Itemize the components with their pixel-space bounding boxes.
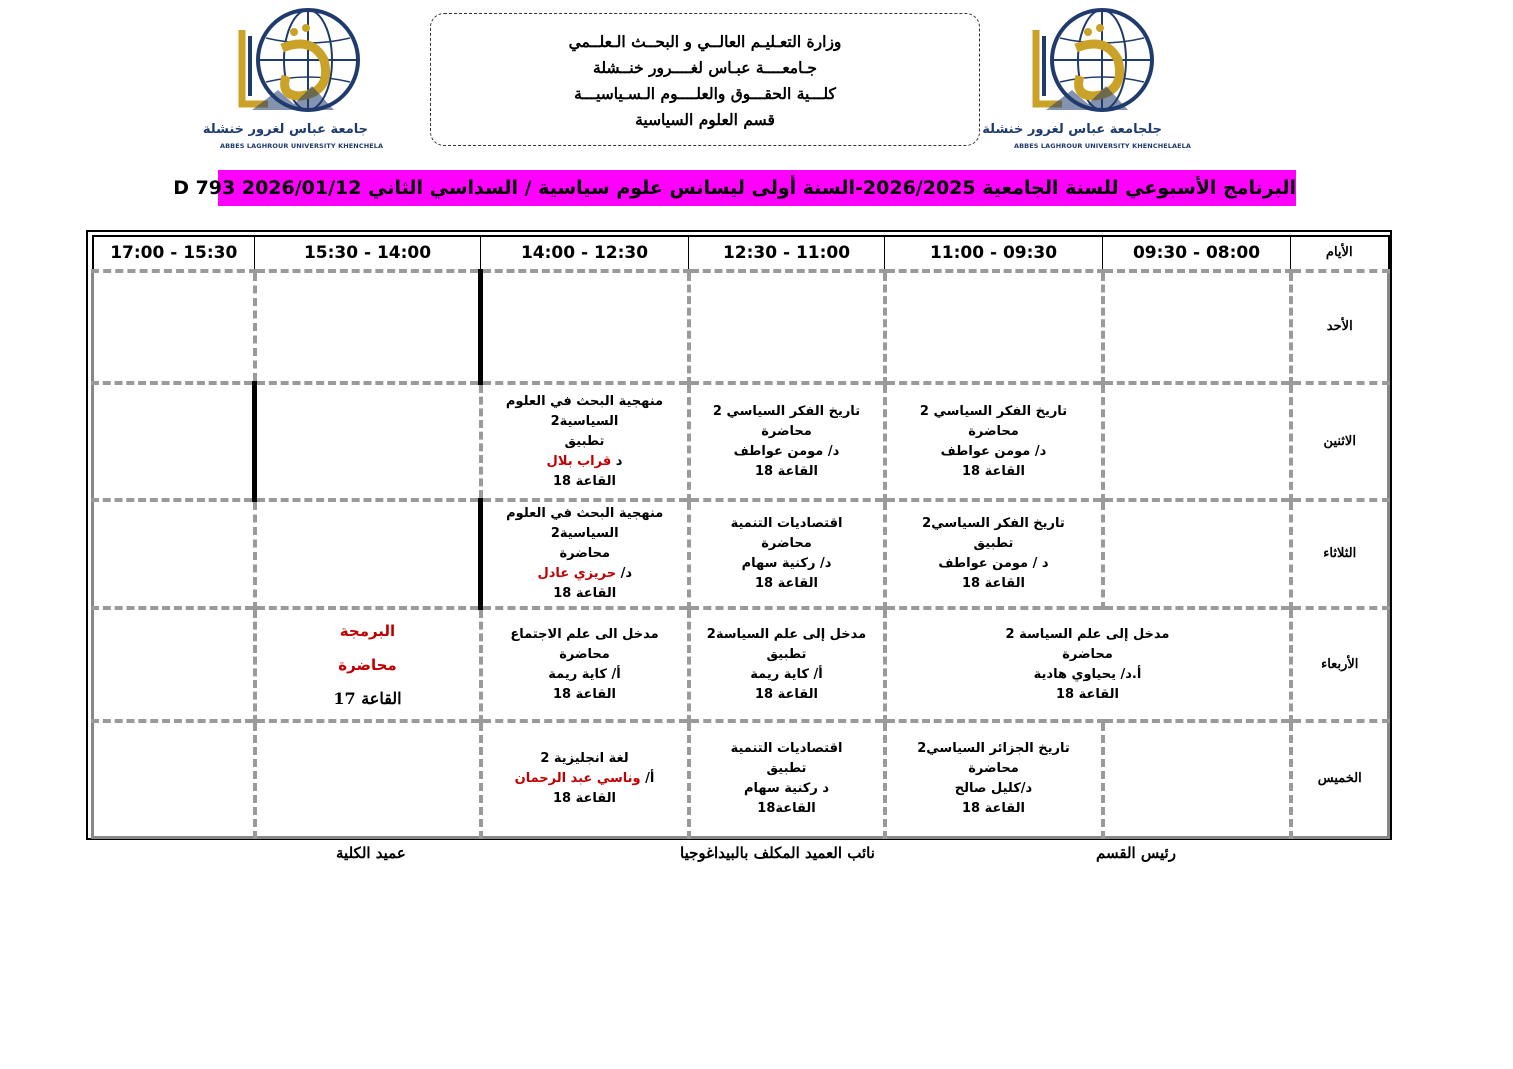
room: القاعة 18 bbox=[962, 576, 1025, 591]
program-title-banner bbox=[173, 170, 1296, 206]
table-row bbox=[93, 721, 1389, 837]
logo-english-name: ABBES LAGHROUR UNIVERSITY KHENCHELA bbox=[220, 142, 384, 150]
room: القاعة 18 bbox=[553, 473, 616, 489]
time-slot-header: 14:00 - 12:30 bbox=[481, 236, 689, 271]
instructor: أ/ كاية ريمة bbox=[548, 666, 621, 682]
instructor: د/ مومن عواطف bbox=[940, 443, 1047, 459]
course-name-cont: السياسية2 bbox=[550, 413, 619, 429]
instructor: أ.د/ يحياوي هادية bbox=[1033, 666, 1142, 682]
time-slot-header: 15:30 - 14:00 bbox=[255, 236, 481, 271]
empty-cell bbox=[255, 500, 481, 608]
instructor: د/ ركنية سهام bbox=[741, 556, 832, 571]
course-name: اقتصاديات التنمية bbox=[730, 741, 843, 757]
institution-header bbox=[430, 13, 980, 146]
class-cell bbox=[885, 608, 1291, 721]
instructor-name: وناسي عبد الرحمان bbox=[514, 771, 641, 787]
session-type: تطبيق bbox=[766, 761, 807, 777]
session-type: محاضرة bbox=[338, 655, 397, 674]
course-name: البرمجة bbox=[339, 621, 396, 640]
class-cell bbox=[689, 608, 885, 721]
empty-cell bbox=[255, 271, 481, 383]
room: القاعة 18 bbox=[755, 463, 818, 479]
session-type: تطبيق bbox=[766, 646, 807, 662]
empty-cell bbox=[689, 271, 885, 383]
class-cell bbox=[885, 500, 1103, 608]
instructor: أ/ كاية ريمة bbox=[750, 666, 823, 682]
course-name: تاريخ الجزائر السياسي2 bbox=[917, 741, 1070, 757]
room: القاعة18 bbox=[757, 801, 816, 817]
program-title: البرنامج الأسبوعي للسنة الجامعية 2026/2025-السنة أولى ليسانس علوم سياسية / السداسي الثاني D 793 2026/01/12 bbox=[173, 177, 1296, 199]
dean-signature-label: عميد الكلية bbox=[336, 844, 406, 862]
course-name: مدخل إلى علم السياسة 2 bbox=[1005, 626, 1170, 642]
instructor-title: د/ bbox=[620, 566, 633, 581]
department-name: قسم العلوم السياسية bbox=[635, 110, 775, 129]
day-label: الأحد bbox=[1291, 271, 1389, 383]
table-row bbox=[93, 271, 1389, 383]
course-name: مدخل الى علم الاجتماع bbox=[510, 626, 659, 642]
session-type: محاضرة bbox=[559, 646, 610, 662]
table-header-row bbox=[93, 236, 1389, 271]
days-column-header: الأيام bbox=[1291, 236, 1389, 271]
instructor-name: قراب بلال bbox=[546, 453, 612, 469]
instructor: د/ مومن عواطف bbox=[733, 443, 840, 459]
time-slot-header: 09:30 - 08:00 bbox=[1103, 236, 1291, 271]
course-name: تاريخ الفكر السياسي 2 bbox=[919, 403, 1068, 419]
room: القاعة 18 bbox=[962, 463, 1025, 479]
empty-cell bbox=[1103, 383, 1291, 500]
university-logo-right bbox=[982, 8, 1192, 158]
course-name: تاريخ الفكر السياسي 2 bbox=[712, 403, 861, 419]
university-name: جـامعــــة عبـاس لغــــرور خنــشلة bbox=[593, 58, 817, 77]
class-cell bbox=[689, 500, 885, 608]
instructor-title: د bbox=[615, 453, 623, 469]
room: القاعة 18 bbox=[553, 586, 617, 601]
empty-cell bbox=[93, 721, 255, 837]
session-type: محاضرة bbox=[1062, 646, 1113, 662]
empty-cell bbox=[1103, 721, 1291, 837]
day-label: الاثنين bbox=[1291, 383, 1389, 500]
faculty-name: كلـــية الحقـــوق والعلــــوم الـسـياسيـــة bbox=[574, 84, 836, 103]
time-slot-header: 12:30 - 11:00 bbox=[689, 236, 885, 271]
course-name: تاريخ الفكر السياسي2 bbox=[922, 516, 1065, 531]
session-type: محاضرة bbox=[761, 423, 812, 439]
empty-cell bbox=[93, 383, 255, 500]
class-cell bbox=[481, 500, 689, 608]
class-cell bbox=[689, 721, 885, 837]
ministry-name: وزارة التعـليـم العالــي و البحــث الـعلــمي bbox=[568, 32, 842, 51]
room: القاعة 18 bbox=[755, 686, 818, 702]
globe-logo-icon bbox=[228, 8, 368, 120]
room: القاعة 17 bbox=[333, 688, 402, 708]
table-row bbox=[93, 608, 1389, 721]
weekly-timetable bbox=[91, 235, 1390, 839]
class-cell bbox=[255, 608, 481, 721]
course-name: مدخل إلى علم السياسة2 bbox=[706, 626, 867, 642]
empty-cell bbox=[481, 271, 689, 383]
class-cell bbox=[689, 383, 885, 500]
session-type: محاضرة bbox=[968, 761, 1019, 777]
time-slot-header: 17:00 - 15:30 bbox=[93, 236, 255, 271]
logo-arabic-name: جامعة عباس لغرور خنشلة bbox=[202, 122, 368, 137]
empty-cell bbox=[93, 608, 255, 721]
empty-cell bbox=[1103, 271, 1291, 383]
course-name: منهجية البحث في العلوم bbox=[506, 506, 664, 521]
logo-english-name: ABBES LAGHROUR UNIVERSITY KHENCHELAELA bbox=[1014, 142, 1192, 150]
room: القاعة 18 bbox=[553, 791, 616, 807]
session-type: محاضرة bbox=[968, 423, 1019, 439]
session-type: محاضرة bbox=[761, 536, 812, 551]
empty-cell bbox=[1103, 500, 1291, 608]
course-name: منهجية البحث في العلوم bbox=[505, 393, 664, 409]
day-label: الخميس bbox=[1291, 721, 1389, 837]
class-cell bbox=[885, 383, 1103, 500]
empty-cell bbox=[93, 500, 255, 608]
globe-logo-icon bbox=[1022, 8, 1162, 120]
day-label: الثلاثاء bbox=[1291, 500, 1389, 608]
day-label: الأربعاء bbox=[1291, 608, 1389, 721]
instructor-title: أ/ bbox=[645, 771, 655, 787]
class-cell bbox=[481, 608, 689, 721]
room: القاعة 18 bbox=[962, 801, 1025, 817]
empty-cell bbox=[93, 271, 255, 383]
university-logo-left bbox=[202, 8, 384, 158]
class-cell bbox=[885, 721, 1103, 837]
instructor: د / مومن عواطف bbox=[938, 556, 1049, 571]
session-type: تطبيق bbox=[973, 536, 1014, 551]
session-type: تطبيق bbox=[564, 433, 605, 449]
instructor: د/كليل صالح bbox=[954, 781, 1033, 797]
room: القاعة 18 bbox=[553, 686, 616, 702]
time-slot-header: 11:00 - 09:30 bbox=[885, 236, 1103, 271]
course-name-cont: السياسية2 bbox=[550, 526, 619, 541]
department-head-signature-label: رئيس القسم bbox=[1096, 844, 1176, 862]
session-type: محاضرة bbox=[559, 546, 611, 561]
course-name: اقتصاديات التنمية bbox=[730, 516, 843, 531]
logo-arabic-name: جلجامعة عباس لغرور خنشلة bbox=[982, 122, 1162, 137]
class-cell bbox=[481, 383, 689, 500]
vice-dean-signature-label: نائب العميد المكلف بالبيداغوجيا bbox=[680, 844, 875, 862]
class-cell bbox=[481, 721, 689, 837]
empty-cell bbox=[255, 383, 481, 500]
empty-cell bbox=[255, 721, 481, 837]
empty-cell bbox=[885, 271, 1103, 383]
room: القاعة 18 bbox=[1056, 686, 1119, 702]
table-row bbox=[93, 500, 1389, 608]
course-name: لغة انجليزية 2 bbox=[540, 751, 629, 767]
room: القاعة 18 bbox=[755, 576, 818, 591]
table-row bbox=[93, 383, 1389, 500]
instructor: د ركنية سهام bbox=[743, 781, 830, 797]
instructor-name: حريزي عادل bbox=[537, 566, 617, 581]
